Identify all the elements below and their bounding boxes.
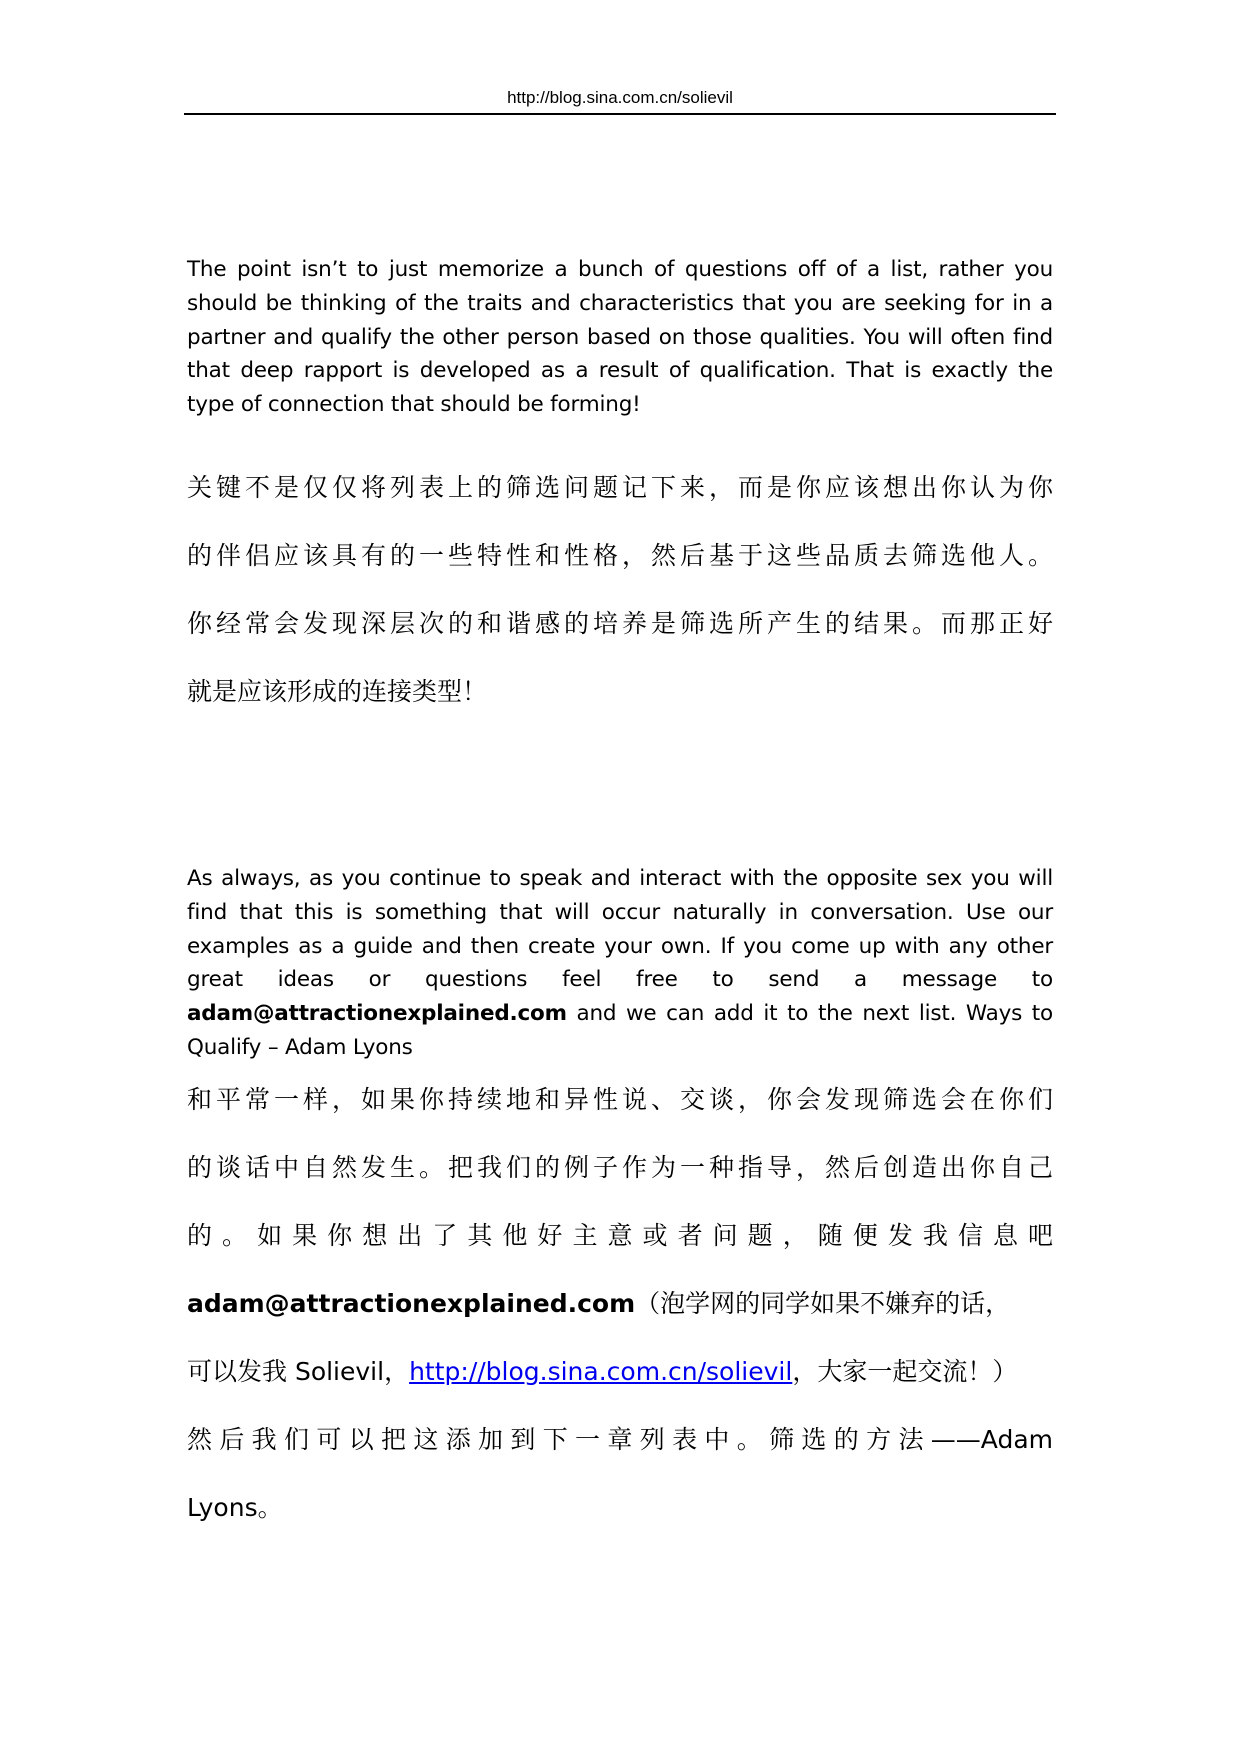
section2-english-before: As always, as you continue to speak and interact with the opposite sex you will find that this is something that will occur naturally in conversation. Use our examples as a guide and then create your own. If you come up with any other great ideas or questions feel free to send a message to bbox=[187, 866, 1053, 993]
blog-link[interactable]: http://blog.sina.com.cn/solievil bbox=[409, 1357, 793, 1386]
section2-chinese-line: 的。如果你想出了其他好主意或者问题，随便发我信息吧 bbox=[187, 1221, 1053, 1250]
section1-chinese-line: 就是应该形成的连接类型！ bbox=[187, 677, 488, 706]
chinese-line5-after: ，大家一起交流！） bbox=[792, 1357, 1018, 1386]
section1-english-text: The point isn’t to just memorize a bunch of questions off of a list, rather you should be thinking of the traits and characteristics that you are seeking for in a partner and qualify the other person based on those qualities. You will often find that deep rapport is developed as a result of qualification. That is exactly the type of connection that should be forming! bbox=[187, 257, 1053, 418]
page-header bbox=[184, 86, 1056, 115]
section1-chinese-paragraph bbox=[187, 454, 1053, 726]
section2-chinese-line: Lyons。 bbox=[187, 1493, 283, 1522]
section2-english-after: and we can add it to the next list. Ways to Qualify – Adam Lyons bbox=[187, 1001, 1053, 1060]
section1-chinese-line: 的伴侣应该具有的一些特性和性格，然后基于这些品质去筛选他人。 bbox=[187, 541, 1053, 570]
email-address: adam@attractionexplained.com bbox=[187, 1001, 567, 1027]
chinese-line4-rest: （泡学网的同学如果不嫌弃的话， bbox=[635, 1289, 1011, 1318]
section2-chinese-line bbox=[187, 1270, 1053, 1338]
section2-english-paragraph bbox=[187, 862, 1053, 1065]
chinese-line5-before: 可以发我 Solievil， bbox=[187, 1357, 410, 1386]
section2-english-text bbox=[187, 862, 1053, 1065]
section1-chinese-line: 关键不是仅仅将列表上的筛选问题记下来，而是你应该想出你认为你 bbox=[187, 473, 1053, 502]
email-address-chinese: adam@attractionexplained.com bbox=[187, 1289, 636, 1318]
section2-chinese-line: 然后我们可以把这添加到下一章列表中。筛选的方法——Adam bbox=[187, 1425, 1053, 1454]
section1-chinese-line: 你经常会发现深层次的和谐感的培养是筛选所产生的结果。而那正好 bbox=[187, 609, 1053, 638]
header-url: http://blog.sina.com.cn/solievil bbox=[507, 88, 733, 107]
section2-chinese-line: 的谈话中自然发生。把我们的例子作为一种指导，然后创造出你自己 bbox=[187, 1153, 1053, 1182]
section2-chinese-paragraph bbox=[187, 1066, 1053, 1542]
section2-chinese-line bbox=[187, 1338, 1053, 1406]
section1-english-paragraph bbox=[187, 253, 1053, 422]
section2-chinese-line: 和平常一样，如果你持续地和异性说、交谈，你会发现筛选会在你们 bbox=[187, 1085, 1053, 1114]
